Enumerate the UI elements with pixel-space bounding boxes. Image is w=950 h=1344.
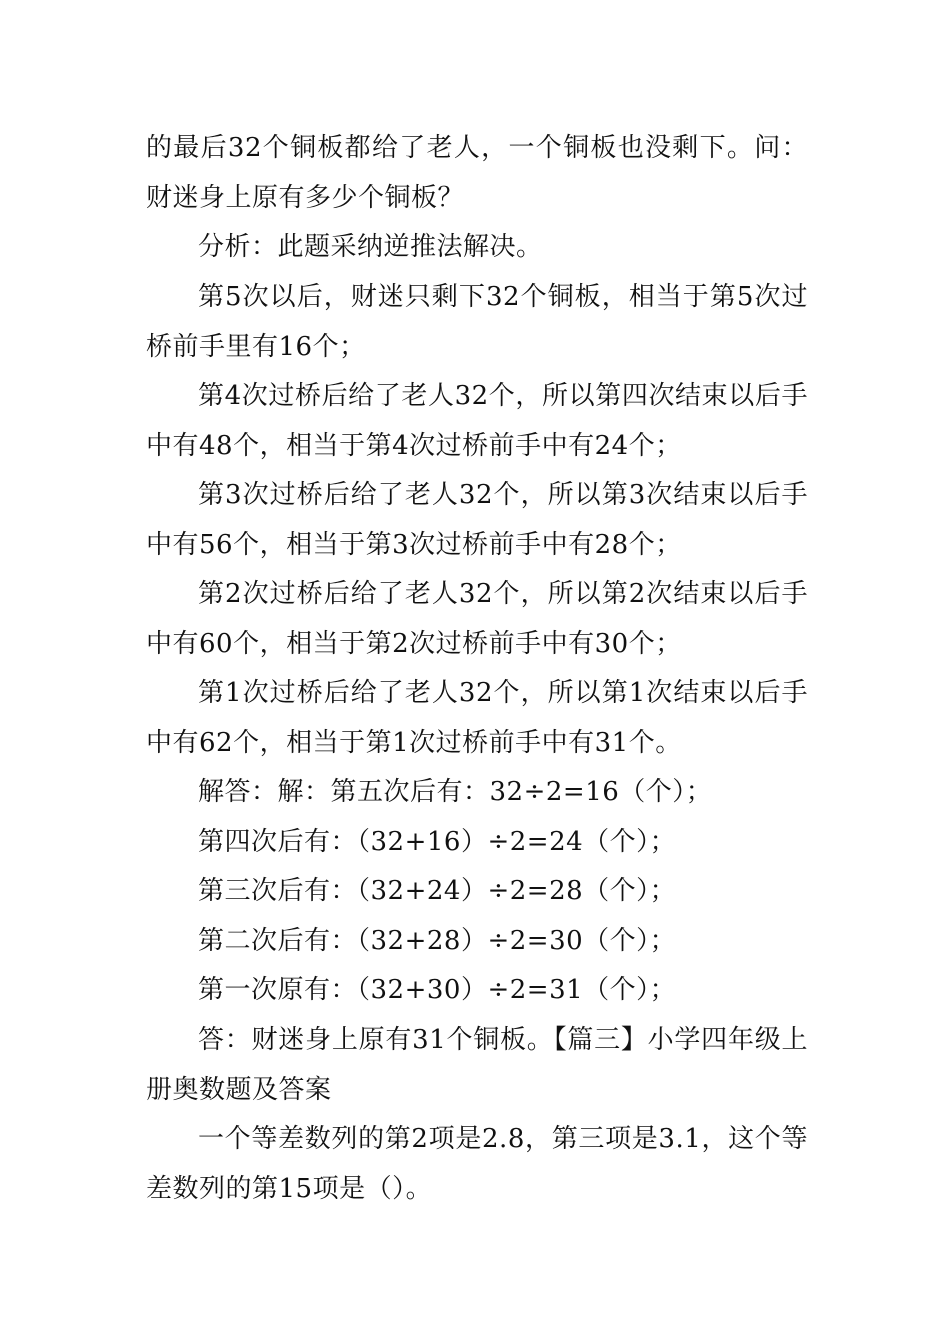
paragraph-answer-line-3: 第三次后有：（32+24）÷2=28（个）； — [198, 876, 677, 906]
paragraph-answer-line-2: 第四次后有：（32+16）÷2=24（个）； — [198, 827, 677, 857]
paragraph-answer-line-1: 解答：解：第五次后有：32÷2=16（个）； — [198, 777, 713, 807]
paragraph-step-3: 第3次过桥后给了老人32个，所以第3次结束以后手中有56个，相当于第3次过桥前手中有28个； — [146, 480, 808, 560]
paragraph-step-4: 第4次过桥后给了老人32个，所以第四次结束以后手中有48个，相当于第4次过桥前手中有24个； — [146, 381, 808, 461]
paragraph-answer-line-5: 第一次原有：（32+30）÷2=31（个）； — [198, 975, 677, 1005]
paragraph-question-end: 的最后32个铜板都给了老人，一个铜板也没剩下。问：财迷身上原有多少个铜板？ — [146, 133, 808, 213]
paragraph-step-2: 第2次过桥后给了老人32个，所以第2次结束以后手中有60个，相当于第2次过桥前手中有30个； — [146, 579, 808, 659]
paragraph-step-1: 第1次过桥后给了老人32个，所以第1次结束以后手中有62个，相当于第1次过桥前手中有31个。 — [146, 678, 808, 758]
paragraph-new-problem: 一个等差数列的第2项是2.8，第三项是3.1，这个等差数列的第15项是（）。 — [146, 1124, 808, 1204]
paragraph-step-5: 第5次以后，财迷只剩下32个铜板，相当于第5次过桥前手里有16个； — [146, 282, 808, 362]
paragraph-answer-line-4: 第二次后有：（32+28）÷2=30（个）； — [198, 926, 677, 956]
paragraph-analysis: 分析：此题采纳逆推法解决。 — [198, 232, 543, 262]
paragraph-final-answer: 答：财迷身上原有31个铜板。【篇三】小学四年级上册奥数题及答案 — [146, 1025, 808, 1105]
